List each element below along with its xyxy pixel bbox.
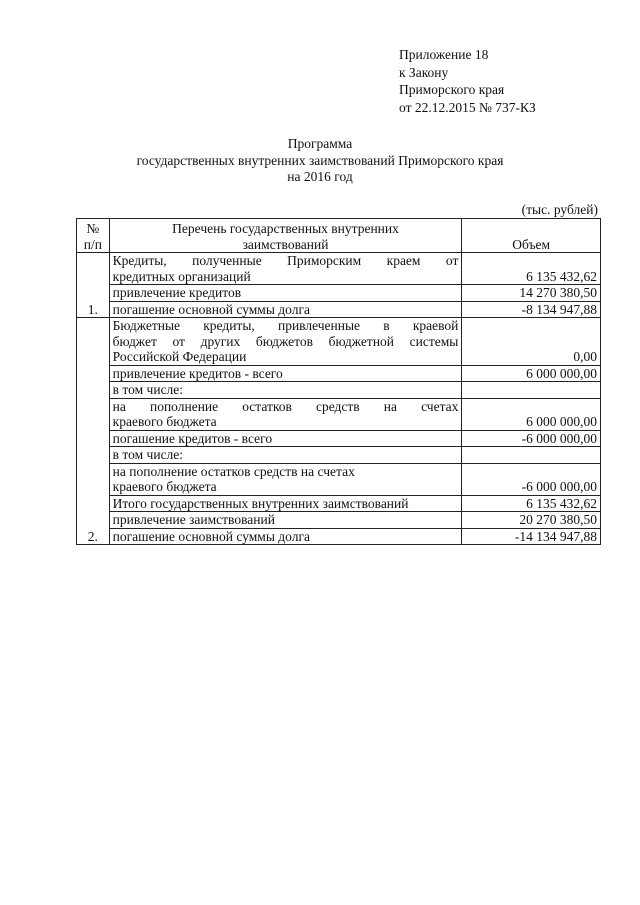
title-line: Программа [287,136,353,151]
table-row [77,463,601,495]
row-name: на пополнение остатков средств на счетах краевого бюджета [109,398,462,430]
row-name: привлечение заимствований [109,512,462,529]
table-row [77,512,601,529]
title-line: на 2016 год [287,169,353,184]
table-row [77,285,601,302]
units-label: (тыс. рублей) [521,202,598,217]
title-line: государственных внутренних заимствований Приморского края [136,152,504,168]
row-value: 6 000 000,00 [462,398,601,430]
row-name: Бюджетные кредиты, привлеченные в краевой бюджет от других бюджетов бюджетной системы Российской Федерации [109,318,462,366]
table-row [77,382,601,399]
table-header-row [77,219,601,253]
document-title [0,136,640,186]
header-name: Перечень государственных внутренних заимствований [109,219,462,253]
row-value: 20 270 380,50 [462,512,601,529]
table-row [77,528,601,545]
row-name: погашение основной суммы долга [109,301,462,318]
header-value: Объем [462,219,601,253]
row-name: привлечение кредитов [109,285,462,302]
header-num: № п/п [77,219,110,253]
row-name: Кредиты, полученные Приморским краем от кредитных организаций [109,253,462,285]
row-name: в том числе: [109,447,462,464]
row-value: -14 134 947,88 [462,528,601,545]
row-value [462,382,601,399]
row-name: погашение основной суммы долга [109,528,462,545]
row-name: в том числе: [109,382,462,399]
row-value: -8 134 947,88 [462,301,601,318]
row-value: 14 270 380,50 [462,285,601,302]
row-name: погашение кредитов - всего [109,430,462,447]
appendix-line: Приложение 18 [399,47,489,62]
row-value: 6 000 000,00 [462,365,601,382]
appendix-block [399,46,536,116]
appendix-line: от 22.12.2015 № 737-КЗ [399,99,536,115]
row-value: 6 135 432,62 [462,253,601,285]
table-row [77,495,601,512]
row-value [462,447,601,464]
row-value: -6 000 000,00 [462,430,601,447]
row-value: 6 135 432,62 [462,495,601,512]
table-row [77,253,601,285]
table-row [77,447,601,464]
row-value: 0,00 [462,318,601,366]
appendix-line: Приморского края [399,82,505,97]
appendix-line: к Закону [399,64,449,80]
borrowing-table [76,218,601,545]
row-name: привлечение кредитов - всего [109,365,462,382]
row-num: 2. [77,318,110,545]
table-row [77,318,601,366]
table-row [77,430,601,447]
table-row [77,398,601,430]
row-name: Итого государственных внутренних заимствований [109,495,462,512]
table-row [77,301,601,318]
row-num: 1. [77,253,110,318]
row-name: на пополнение остатков средств на счетах краевого бюджета [109,463,462,495]
table-row [77,365,601,382]
row-value: -6 000 000,00 [462,463,601,495]
